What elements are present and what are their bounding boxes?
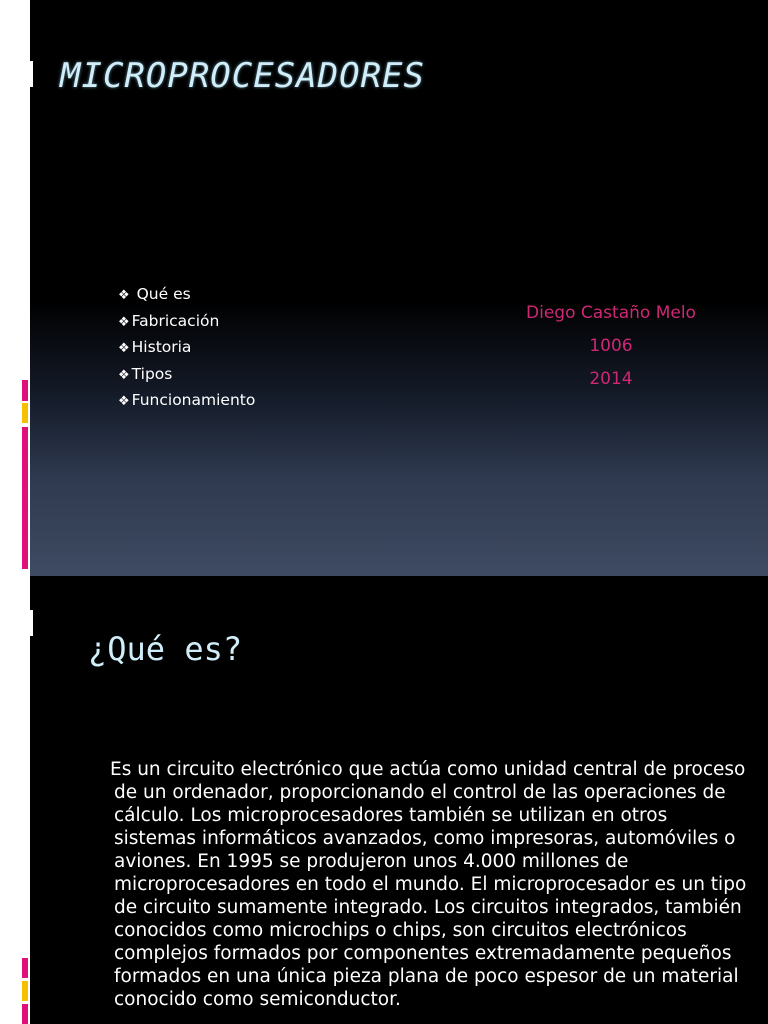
slide-title [30,0,768,576]
slide-title-heading: MICROPROCESADORES [60,56,425,96]
author-block [450,297,768,396]
author-name: Diego Castaño Melo [526,303,696,323]
accent-stripe-pink [22,380,28,401]
topic-item [118,335,255,362]
slide-heading: ¿Qué es? [88,630,243,668]
slide-que-es [30,576,768,1024]
author-code: 1006 [589,336,633,356]
topic-item [118,388,255,415]
marker-bar [17,61,22,87]
accent-stripe-yellow [22,403,28,423]
marker-bar [17,610,22,636]
accent-stripe-yellow [22,981,28,1001]
diamond-bullet-icon: ❖ [118,314,130,330]
marker-bar [24,61,27,87]
marker-bar [29,61,33,87]
accent-stripe-pink [22,1004,28,1024]
topic-label: Tipos [131,364,173,383]
accent-stripe-pink [22,427,28,569]
topic-item [118,309,255,336]
topic-item [118,362,255,389]
topic-label: Funcionamiento [131,391,256,409]
marker-bar [24,610,27,636]
topic-item [118,282,255,309]
topic-label: Historia [131,338,192,356]
accent-stripe-pink [22,958,28,978]
author-year: 2014 [589,369,633,389]
topic-list [118,282,255,415]
diamond-bullet-icon: ❖ [118,394,130,409]
marker-bar [29,610,33,636]
slide-edge-marker [17,610,33,636]
diamond-bullet-icon: ❖ [118,367,130,383]
slide-edge-marker [17,61,33,87]
topic-label: Qué es [136,285,191,303]
body-paragraph: Es un circuito electrónico que actúa como unidad central de proceso de un ordenador, proporcionando el control de las operaciones de cálculo. Los microprocesadores también se utilizan en otros sistemas informáticos avanzados, como impresoras, automóviles o aviones. En 1995 se produjeron unos 4.000 millones de microprocesadores en todo el mundo. El microprocesador es un tipo de circuito sumamente integrado. Los circuitos integrados, también conocidos como microchips o chips, son circuitos electrónicos complejos formados por componentes extremadamente pequeños formados en una única pieza plana de poco espesor de un material conocido como semiconductor. [110,759,747,1010]
diamond-bullet-icon: ❖ [118,341,130,356]
diamond-bullet-icon: ❖ [118,288,130,303]
topic-label: Fabricación [131,311,220,330]
